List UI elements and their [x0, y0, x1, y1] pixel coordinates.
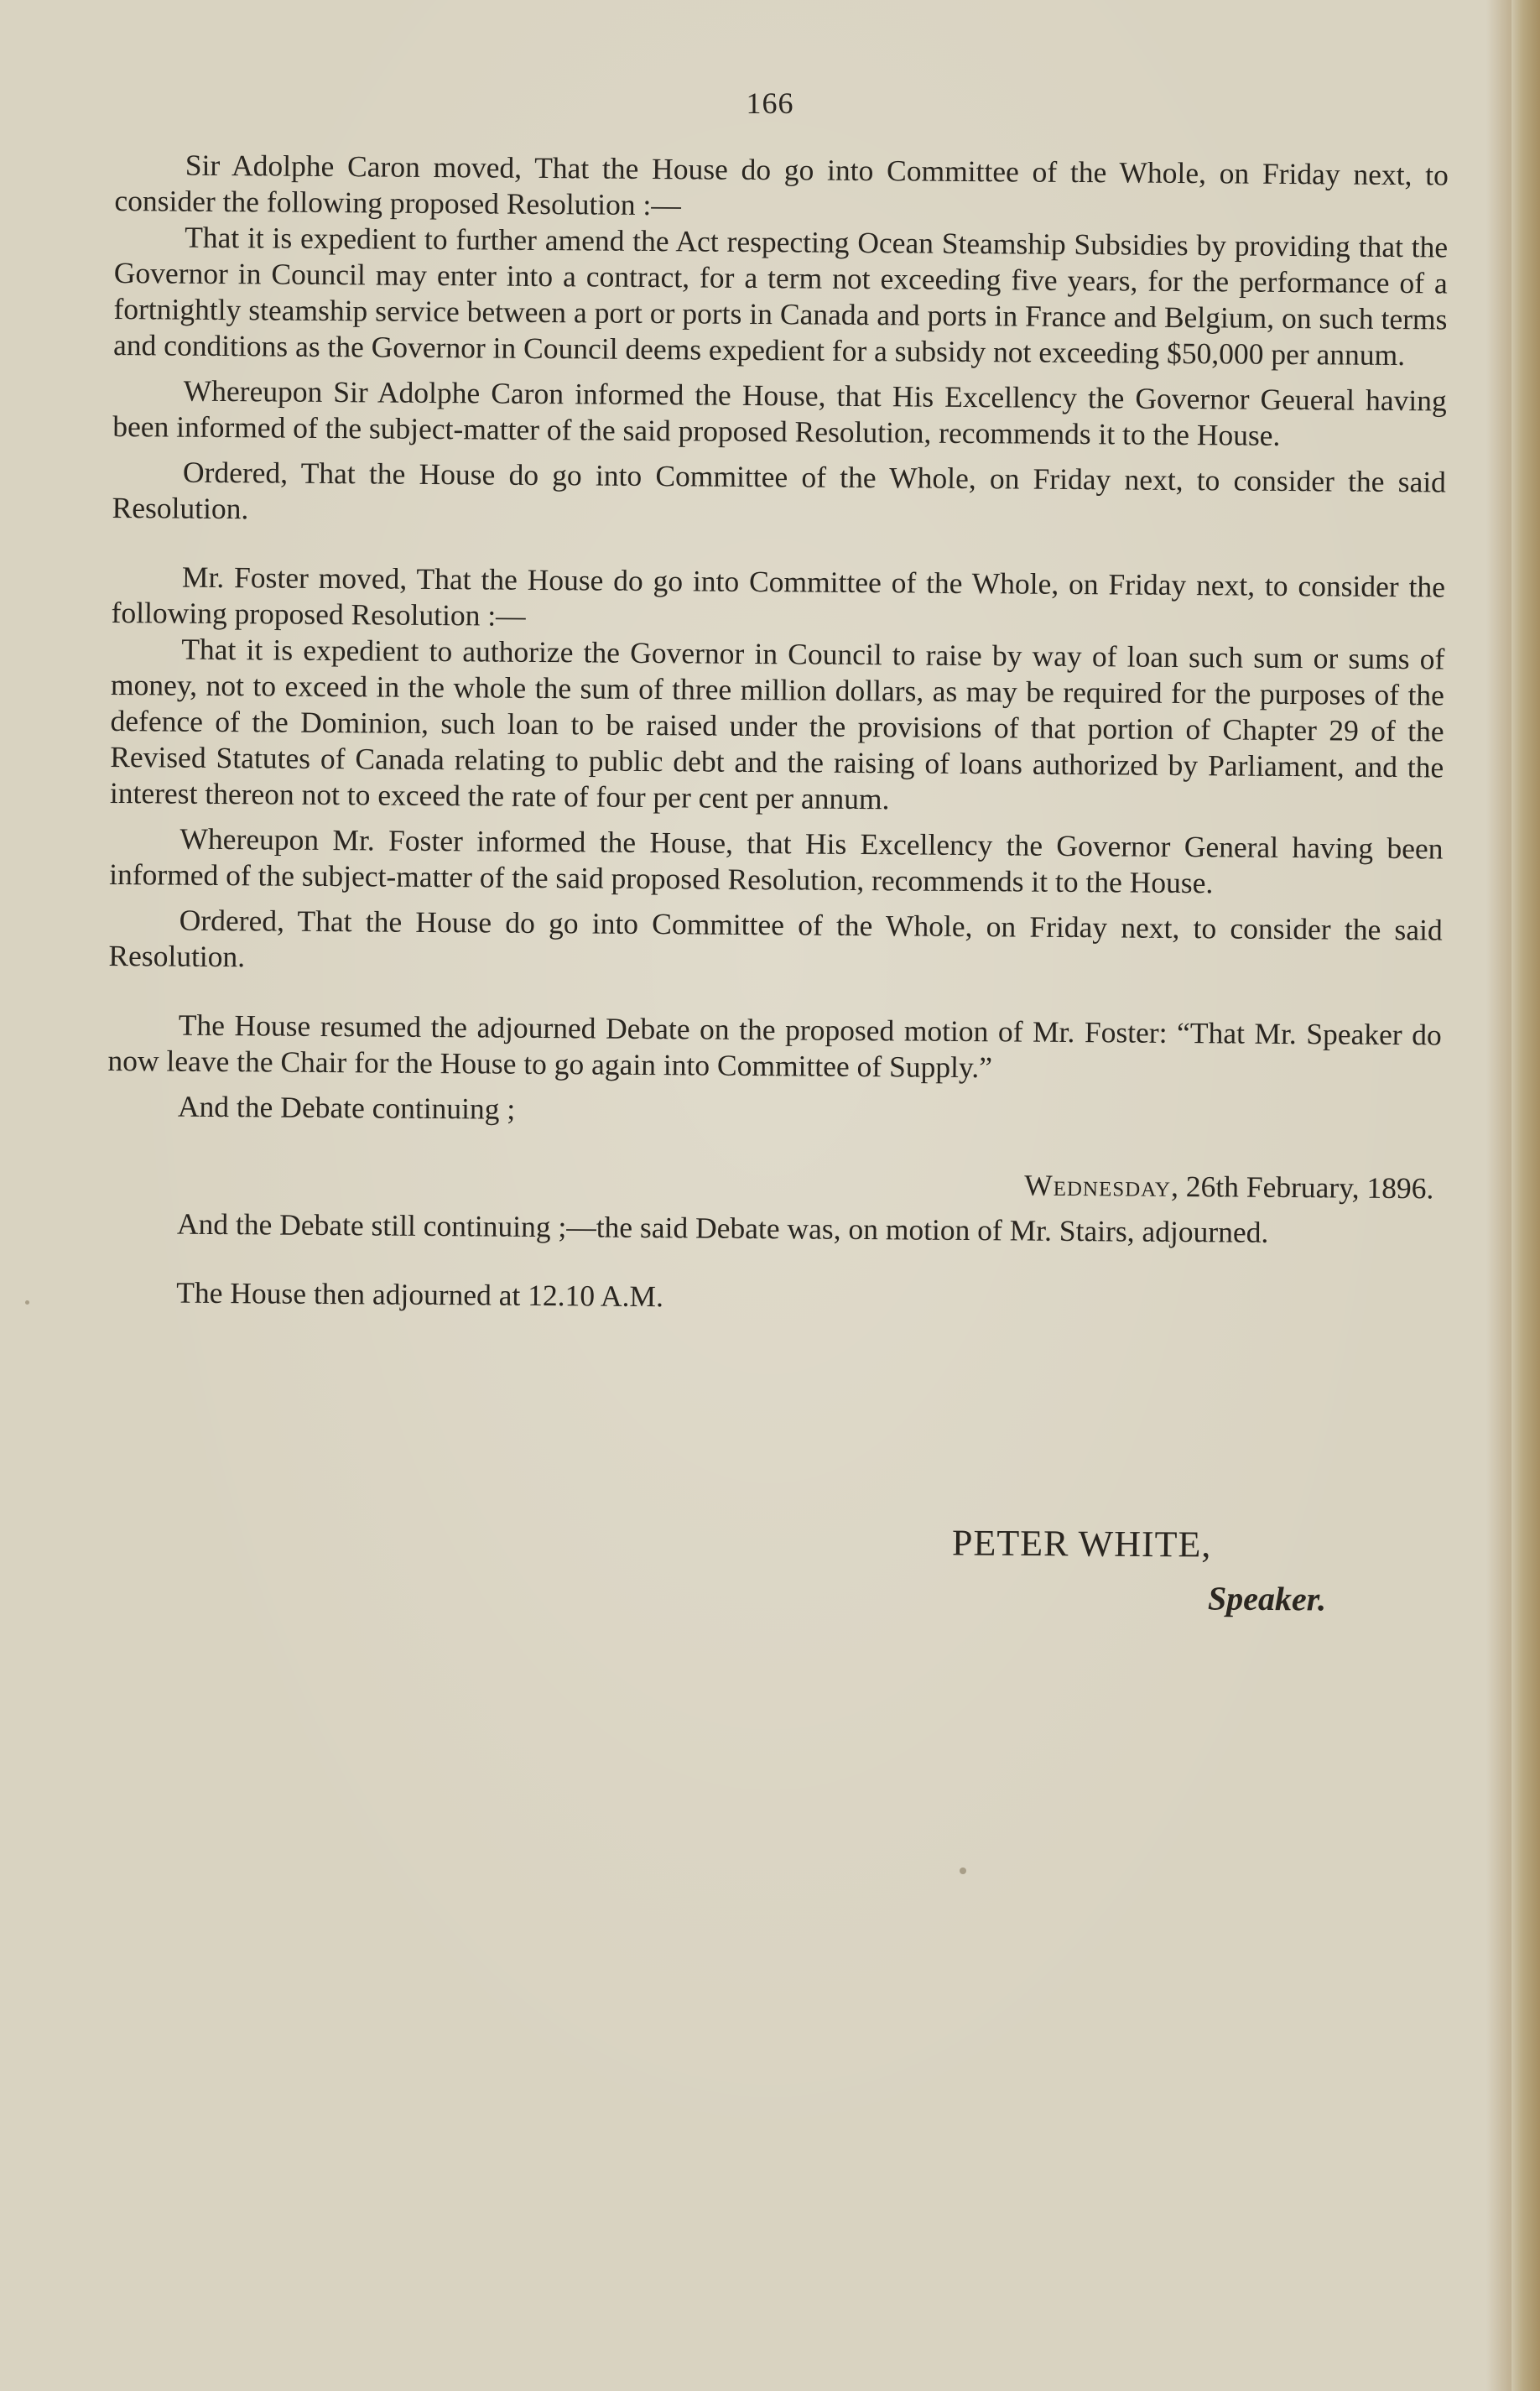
- date-weekday: Wednesday: [1024, 1168, 1172, 1203]
- page-number: 166: [746, 86, 794, 120]
- paragraph-caron-recommendation: Whereupon Sir Adolphe Caron informed the House, that His Excellency the Governor Geueral having been informed of the subject-matter of the said proposed Resolution, recommends it to the House.: [112, 373, 1447, 452]
- paragraph-debate-resumed: The House resumed the adjourned Debate on the proposed motion of Mr. Foster: “That Mr. Speaker do now leave the Chair for the House to go again into Committee of Supply.”: [107, 1008, 1442, 1085]
- date-text: , 26th February, 1896.: [1170, 1169, 1434, 1206]
- journal-text: [106, 147, 1449, 1321]
- signature-name: PETER WHITE,: [951, 1522, 1212, 1565]
- paragraph-foster-recommendation: Whereupon Mr. Foster informed the House, that His Excellency the Governor General having been informed of the subject-matter of the said proposed Resolution, recommends it to the House.: [109, 821, 1444, 900]
- date-line: [107, 1160, 1440, 1206]
- paragraph-house-adjourned: The House then adjourned at 12.10 A.M.: [176, 1275, 664, 1314]
- signature-title: Speaker.: [1207, 1579, 1327, 1618]
- paper-speck: [960, 1867, 966, 1874]
- page-edge: [1511, 0, 1540, 2391]
- paragraph-caron-motion: Sir Adolphe Caron moved, That the House do go into Committee of the Whole, on Friday next, to consider the following proposed Resolution :—: [114, 148, 1449, 222]
- paragraph-steamship-resolution: That it is expedient to further amend the Act respecting Ocean Steamship Subsidies by providing that the Governor in Council may enter into a contract, for a term not exceeding five years, for the performance of a fortnightly steamship service between a port or ports in Canada and ports in France and Belgium, on such terms and conditions as the Governor in Council deems expedient for a subsidy not exceeding $50,000 per annum.: [112, 220, 1449, 372]
- paragraph-debate-adjourned: And the Debate still continuing ;—the said Debate was, on motion of Mr. Stairs, adjourned.: [176, 1206, 1269, 1249]
- paragraph-loan-resolution: That it is expedient to authorize the Governor in Council to raise by way of loan such sum or sums of money, not to exceed in the whole the sum of three million dollars, as may be required for the purposes of the defence of the Dominion, such loan to be raised under the provisions of that portion of Chapter 29 of the Revised Statutes of Canada relating to public debt and the raising of loans authorized by Parliament, and the interest thereon not to exceed the rate of four per cent per annum.: [109, 632, 1445, 816]
- paragraph-caron-order: Ordered, That the House do go into Committee of the Whole, on Friday next, to consider the said Resolution.: [112, 455, 1447, 526]
- paragraph-foster-order: Ordered, That the House do go into Committee of the Whole, on Friday next, to consider the said Resolution.: [108, 903, 1443, 974]
- paragraph-debate-continuing: And the Debate continuing ;: [177, 1089, 516, 1126]
- paragraph-foster-motion: Mr. Foster moved, That the House do go into Committee of the Whole, on Friday next, to consider the following proposed Resolution :—: [111, 560, 1446, 633]
- paper-speck: [25, 1300, 29, 1305]
